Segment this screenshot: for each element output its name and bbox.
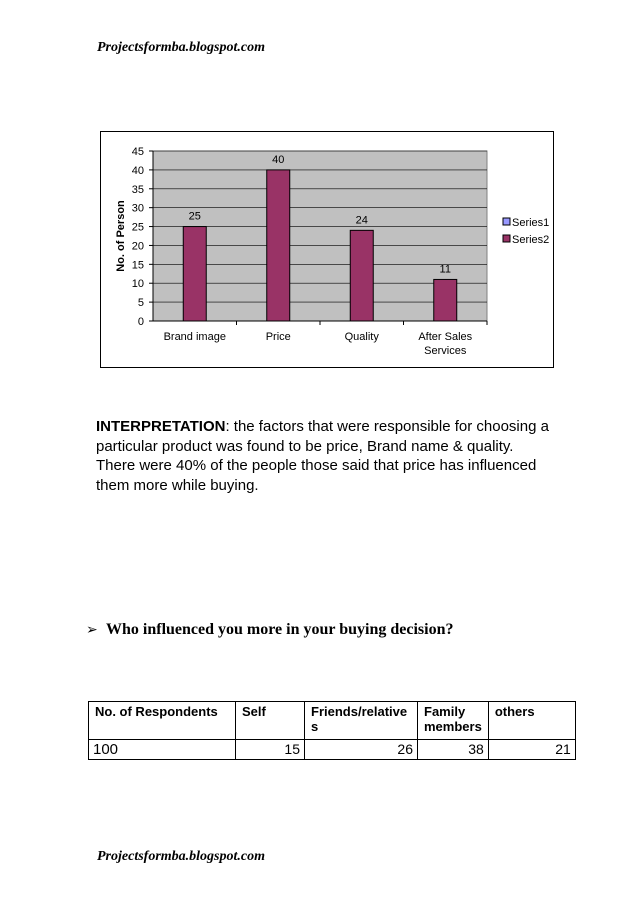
y-tick-label: 10 [131,278,144,291]
table-cell: 26 [305,740,418,760]
footer-site: Projectsformba.blogspot.com [97,849,265,864]
y-tick-label: 15 [131,259,144,272]
x-tick-label: Quality [344,331,379,343]
y-tick-label: 30 [131,202,144,215]
x-tick-label: Brand image [163,331,226,343]
y-tick-label: 35 [131,183,144,196]
bar-chart [100,131,554,368]
interpretation-heading: INTERPRETATION [96,418,226,435]
x-tick-label: Services [424,345,467,357]
interpretation-line3: There were 40% of the people those said that price has influenced [96,457,537,474]
chart-svg [101,132,555,369]
y-tick-label: 45 [131,146,144,158]
header-cell: Self [236,702,305,740]
respondents-table [88,701,576,760]
y-tick-label: 5 [137,297,144,310]
table-row [89,740,576,760]
y-tick-label: 25 [131,221,144,234]
interpretation-line1: : the factors that were responsible for choosing a [225,418,549,435]
question-text: Who influenced you more in your buying decision? [106,621,454,638]
data-label: 40 [272,153,285,166]
header-cell: No. of Respondents [89,702,236,740]
y-tick-label: 40 [131,164,144,177]
header-site: Projectsformba.blogspot.com [97,40,265,55]
y-axis-label: No. of Person [115,200,127,272]
interpretation-line4: them more while buying. [96,476,259,494]
legend-swatch [503,235,510,242]
table-header-row [89,702,576,740]
header-cell: Family members [418,702,489,740]
y-tick-label: 20 [131,240,144,253]
table-cell: 100 [89,740,236,760]
bar [350,230,373,321]
table-cell: 21 [488,740,575,760]
header-cell: Friends/relative s [305,702,418,740]
arrow-bullet-icon: ➢ [86,622,98,638]
data-label: 11 [439,263,451,276]
legend-label: Series2 [512,234,550,246]
table-cell: 15 [236,740,305,760]
header-cell: others [488,702,575,740]
legend-swatch [503,218,510,225]
x-tick-label: After Sales [418,331,473,343]
table-cell: 38 [418,740,489,760]
bar [183,227,206,321]
bar [434,279,457,321]
legend-label: Series1 [512,217,550,229]
interpretation [96,417,576,495]
data-label: 24 [355,214,368,227]
bar [267,170,290,321]
interpretation-line2: particular product was found to be price, Brand name & quality. [96,437,514,455]
question [86,621,453,639]
y-tick-label: 0 [137,316,144,328]
x-tick-label: Price [265,331,291,343]
data-label: 25 [188,210,201,223]
